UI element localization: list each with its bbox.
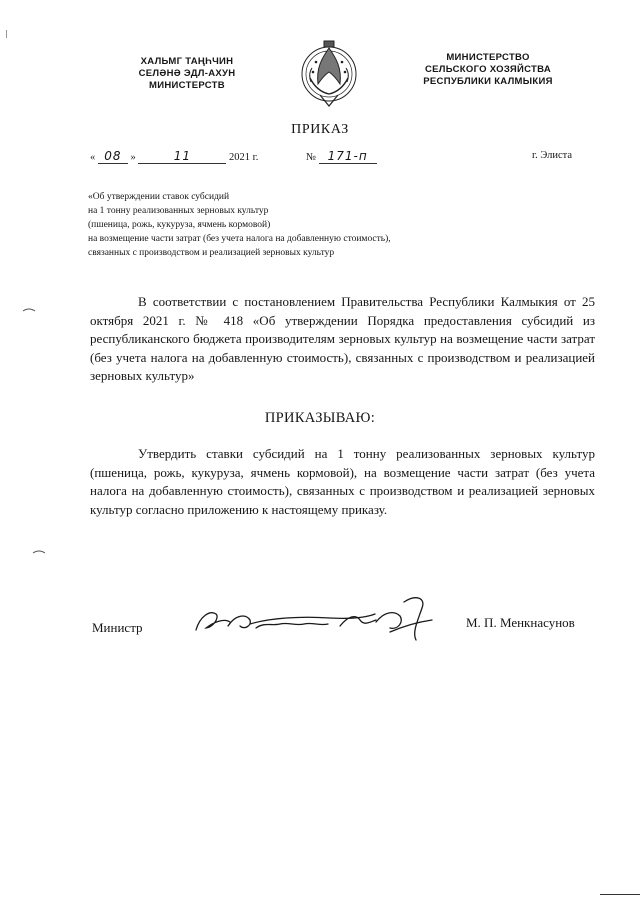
header-right-line: МИНИСТЕРСТВО [446,52,530,63]
order-verb: ПРИКАЗЫВАЮ: [264,410,376,426]
header-left-line: МИНИСТЕРСТВ [149,80,225,91]
date-open-quote: « [90,152,96,163]
subject-line: «Об утверждении ставок субсидий [88,192,230,202]
number-value: 171-п [319,150,377,164]
kalmykia-coat-of-arms-icon [298,38,360,110]
scan-artifact [600,894,640,895]
order-date [90,150,258,164]
subject-line: (пшеница, рожь, кукуруза, ячмень кормовой) [88,220,271,230]
subject-line: связанных с производством и реализацией зерновых культур [88,248,335,258]
scan-artifact [22,300,36,318]
order-number [306,150,377,164]
document-title: ПРИКАЗ [291,122,349,137]
header-right-line: РЕСПУБЛИКИ КАЛМЫКИЯ [423,76,553,87]
order-subject [88,190,518,260]
date-close-quote: » [130,152,136,163]
signatory-name: М. П. Менкнасунов [466,615,575,630]
number-prefix: № [306,152,317,163]
city: г. Элиста [532,150,573,161]
date-month: 11 [138,150,226,164]
header-right-block [408,52,568,88]
subject-line: на возмещение части затрат (без учета налога на добавленную стоимость), [88,234,391,244]
signatory-title: Министр [92,620,143,635]
header-left-line: ХАЛЬМГ ТАҢҺЧИН [140,56,234,67]
date-day: 08 [98,150,128,164]
header-left-block [112,56,262,92]
header-right-line: СЕЛЬСКОГО ХОЗЯЙСТВА [424,64,552,75]
subject-line: на 1 тонну реализованных зерновых культур [88,206,269,216]
directive-paragraph: Утвердить ставки субсидий на 1 тонну реализованных зерновых культур (пшеница, рожь, кукуруза, ячмень кормовой), на возмещение части затрат (без учета налога на добавленную стоимость), связанных с производством и реализацией зерновых культур согласно приложению к настоящему приказу. [90,446,595,517]
handwritten-signature-icon [190,592,440,644]
header-left-line: СЕЛӘНӘ ЭДЛ-АХУН [138,68,236,79]
scan-artifact [32,542,46,560]
date-year: 2021 г. [229,152,259,163]
scan-artifact [6,30,7,38]
preamble-paragraph: В соответствии с постановлением Правительства Республики Калмыкия от 25 октября 2021 г. № 418 «Об утверждении Порядка предоставления субсидий из республиканского бюджета производителям зерновых культур на возмещение части затрат (без учета налога на добавленную стоимость), связанных с производством и реализацией зерновых культур» [90,294,595,384]
